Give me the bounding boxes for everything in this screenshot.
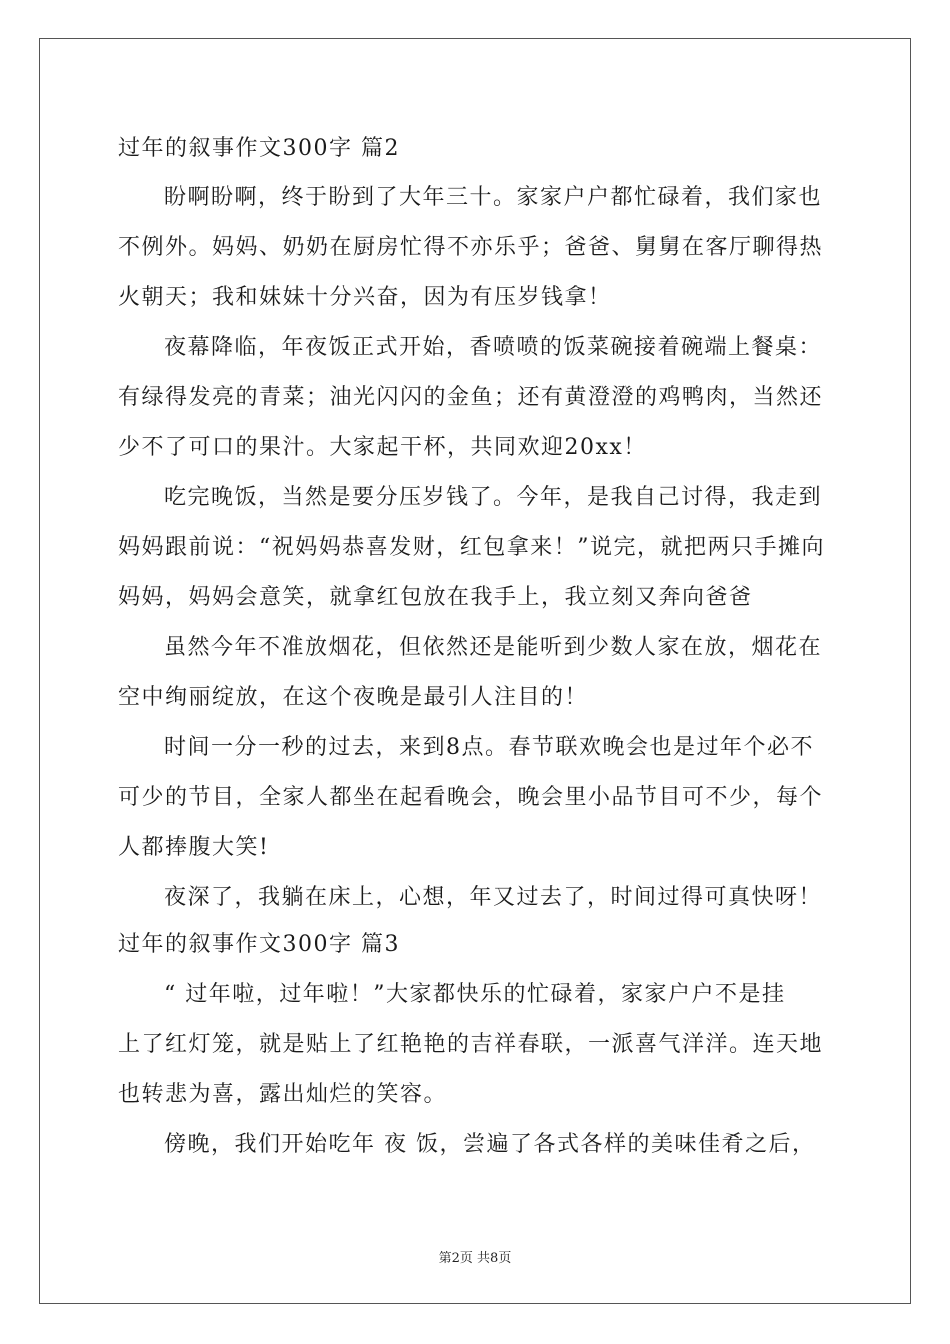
paragraph-line: 妈妈，妈妈会意笑，就拿红包放在我手上，我立刻又奔向爸爸: [118, 585, 753, 610]
page-border: [39, 38, 911, 1304]
paragraph-line: 吃完晚饭，当然是要分压岁钱了。今年，是我自己讨得，我走到: [164, 485, 823, 510]
paragraph-line: 妈妈跟前说：“祝妈妈恭喜发财，红包拿来！”说完，就把两只手摊向: [118, 535, 825, 560]
paragraph-line: 夜深了，我躺在床上，心想，年又过去了，时间过得可真快呀！: [164, 885, 823, 910]
paragraph-line: 上了红灯笼，就是贴上了红艳艳的吉祥春联，一派喜气洋洋。连天地: [118, 1032, 824, 1057]
paragraph-line: 火朝天；我和妹妹十分兴奋，因为有压岁钱拿！: [118, 285, 612, 310]
paragraph-line: 傍晚，我们开始吃年 夜 饭，尝遍了各式各样的美味佳肴之后，: [164, 1132, 816, 1157]
paragraph-line: 人都捧腹大笑!: [118, 835, 270, 860]
paragraph-line: 少不了可口的果汁。大家起干杯，共同欢迎20xx！: [118, 435, 647, 460]
paragraph-line: 可少的节目，全家人都坐在起看晚会，晚会里小品节目可不少，每个: [118, 785, 824, 810]
paragraph-line: 时间一分一秒的过去，来到8点。春节联欢晚会也是过年个必不: [164, 735, 814, 760]
page-number-footer: 第2页 共8页: [438, 1251, 512, 1266]
section-heading-3: 过年的叙事作文300字 篇3: [118, 932, 400, 957]
paragraph-line: 有绿得发亮的青菜；油光闪闪的金鱼；还有黄澄澄的鸡鸭肉，当然还: [118, 385, 824, 410]
paragraph-line: “ 过年啦，过年啦！”大家都快乐的忙碌着，家家户户不是挂: [164, 982, 786, 1007]
section-heading-2: 过年的叙事作文300字 篇2: [118, 136, 400, 161]
paragraph-line: 也转悲为喜，露出灿烂的笑容。: [118, 1082, 448, 1107]
paragraph-line: 夜幕降临，年夜饭正式开始，香喷喷的饭菜碗接着碗端上餐桌：: [164, 335, 823, 360]
paragraph-line: 虽然今年不准放烟花，但依然还是能听到少数人家在放，烟花在: [164, 635, 823, 660]
paragraph-line: 空中绚丽绽放，在这个夜晚是最引人注目的！: [118, 685, 589, 710]
paragraph-line: 不例外。妈妈、奶奶在厨房忙得不亦乐乎；爸爸、舅舅在客厅聊得热: [118, 235, 824, 260]
paragraph-line: 盼啊盼啊，终于盼到了大年三十。家家户户都忙碌着，我们家也: [164, 185, 823, 210]
